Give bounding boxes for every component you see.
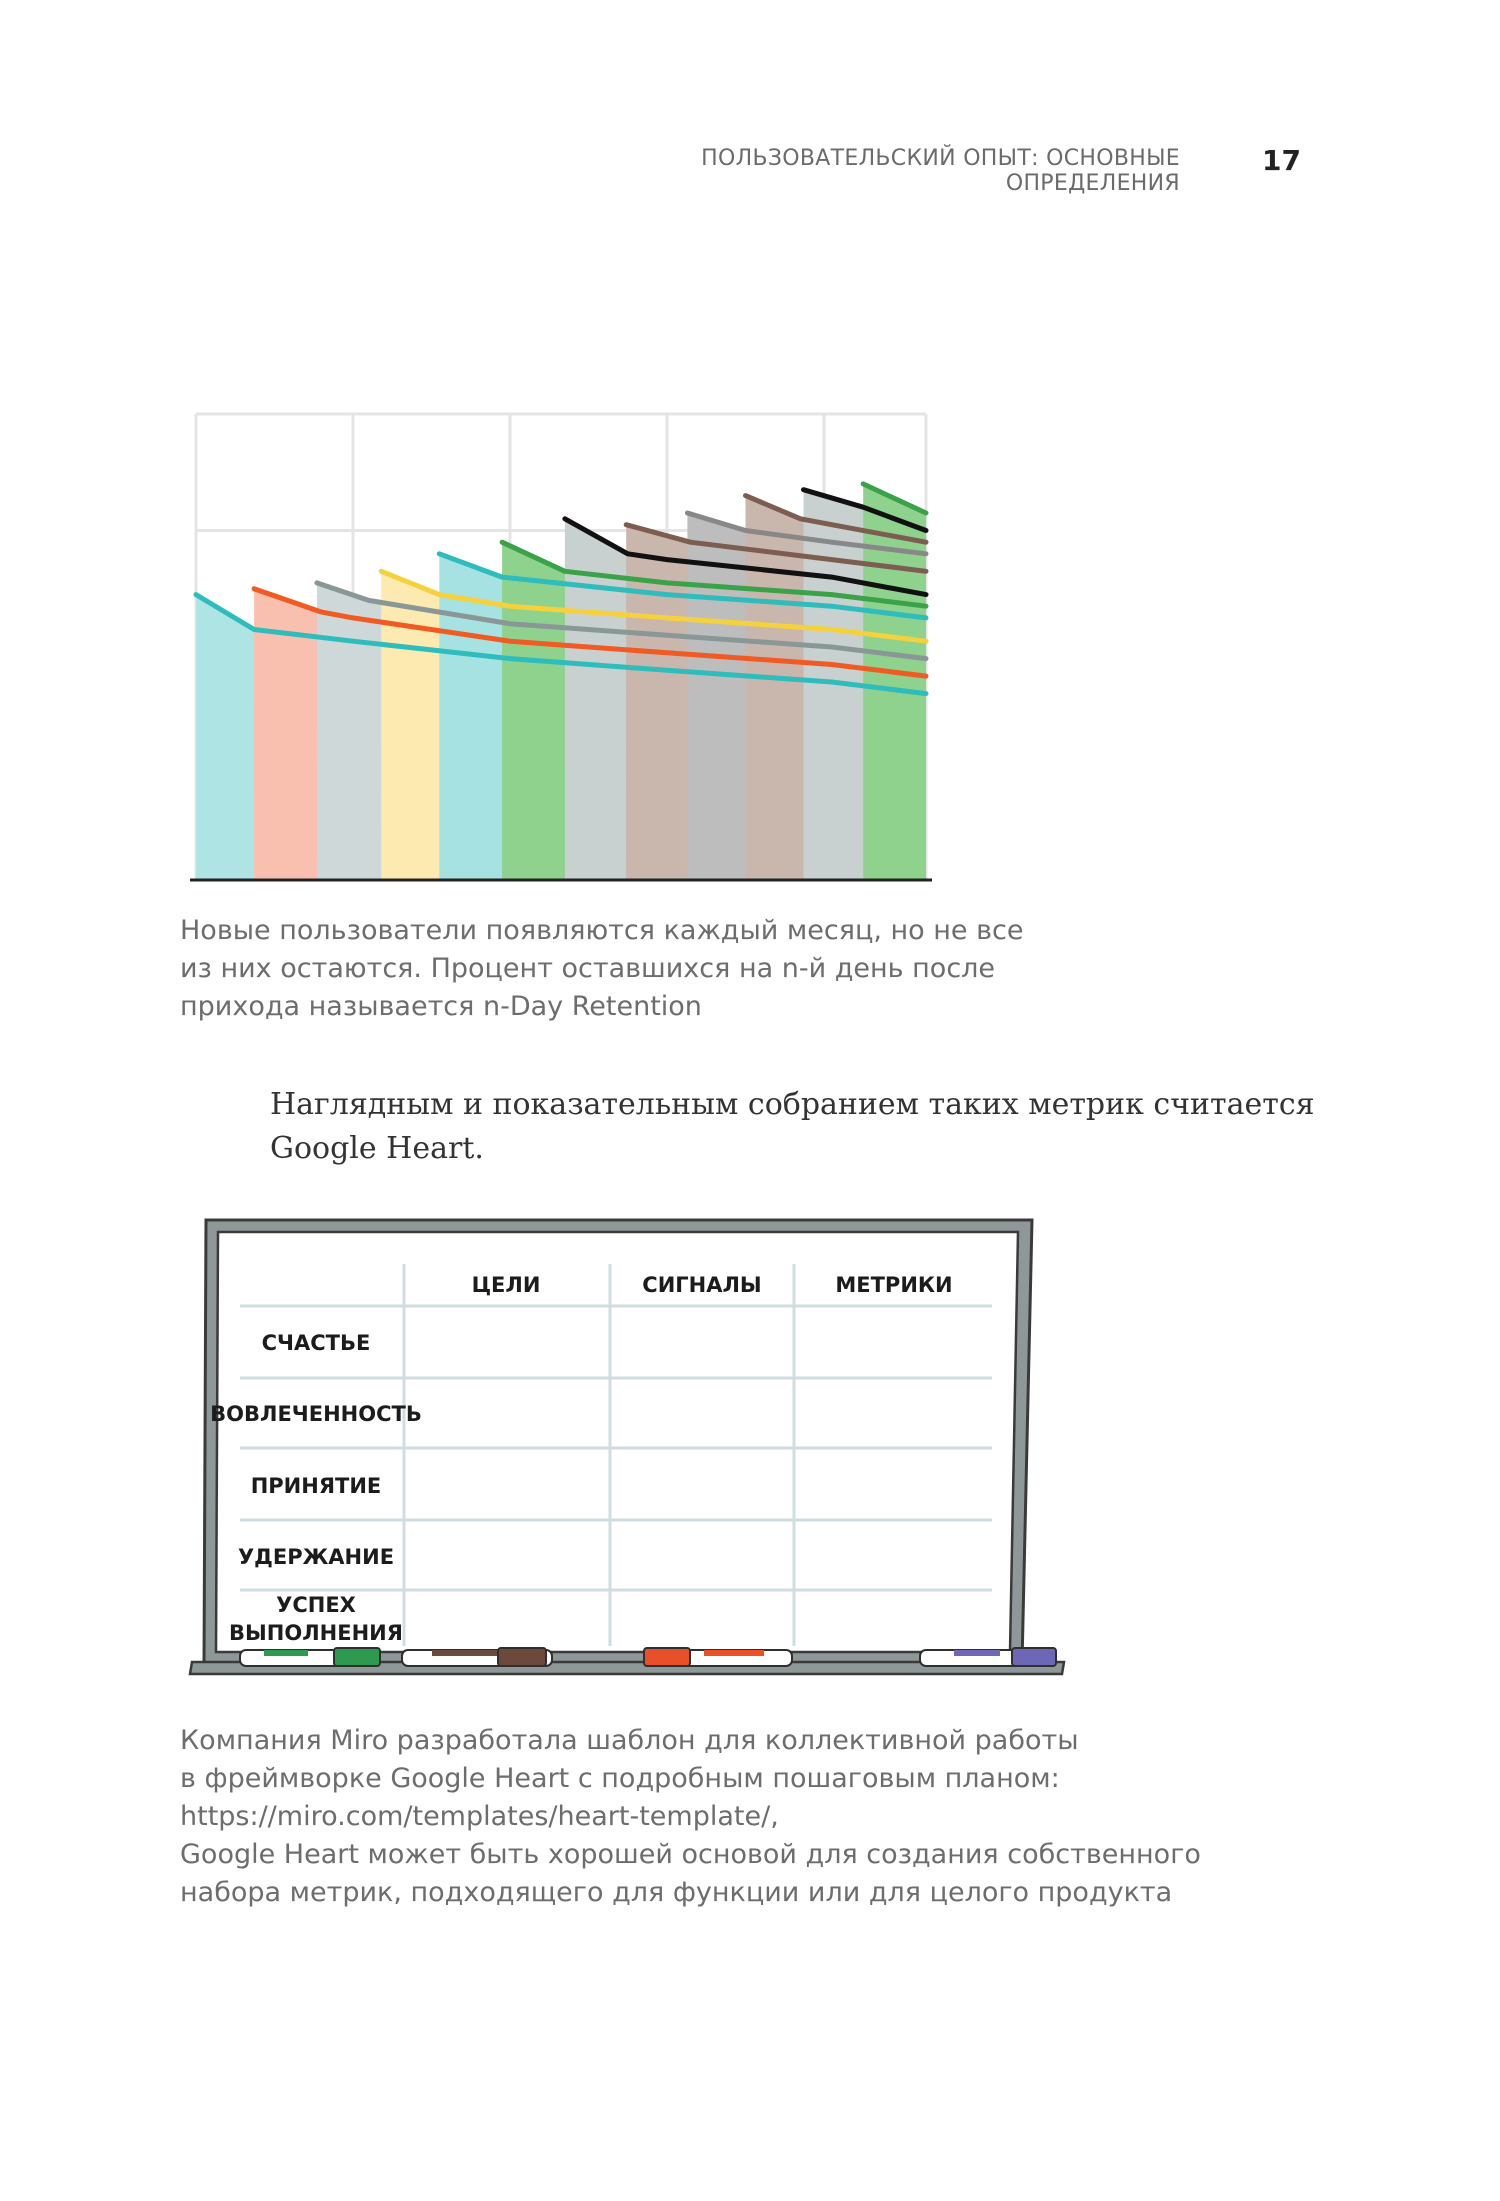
body-paragraph (270, 1083, 1315, 1171)
running-title: ПОЛЬЗОВАТЕЛЬСКИЙ ОПЫТ: ОСНОВНЫЕ ОПРЕДЕЛЕНИЯ (701, 146, 1180, 196)
column-header-signals: СИГНАЛЫ (642, 1273, 762, 1297)
retention-chart-svg (180, 400, 960, 900)
row-header-task-success-2: ВЫПОЛНЕНИЯ (229, 1621, 403, 1645)
marker-purple (920, 1648, 1056, 1666)
marker-orange (644, 1648, 792, 1666)
caption-link[interactable]: https://miro.com/templates/heart-template/, (180, 1801, 779, 1832)
miro-caption (180, 1722, 1201, 1912)
marker-brown (402, 1648, 552, 1666)
row-header-adoption: ПРИНЯТИЕ (250, 1474, 382, 1498)
page-number: 17 (1262, 144, 1301, 177)
row-header-task-success: УСПЕХ (276, 1593, 356, 1617)
row-header-happiness: СЧАСТЬЕ (261, 1331, 371, 1355)
caption-line: Компания Miro разработала шаблон для коллективной работы (180, 1725, 1079, 1756)
caption-line: набора метрик, подходящего для функции или для целого продукта (180, 1877, 1173, 1908)
column-header-metrics: МЕТРИКИ (835, 1273, 953, 1297)
cohort-area-12 (863, 484, 926, 880)
retention-chart (180, 400, 960, 900)
row-header-retention: УДЕРЖАНИЕ (237, 1545, 395, 1569)
body-line: Google Heart. (270, 1131, 484, 1166)
whiteboard-svg (184, 1216, 1084, 1716)
heart-whiteboard (184, 1216, 1084, 1716)
caption-line: прихода называется n-Day Retention (180, 991, 702, 1022)
caption-line: из них остаются. Процент оставшихся на n-й день после (180, 953, 996, 984)
caption-line: Google Heart может быть хорошей основой для создания собственного (180, 1839, 1201, 1870)
row-header-engagement: ВОВЛЕЧЕННОСТЬ (210, 1402, 422, 1426)
caption-line: Новые пользователи появляются каждый месяц, но не все (180, 915, 1024, 946)
body-line: Наглядным и показательным собранием таких метрик считается (270, 1087, 1315, 1122)
marker-green (240, 1648, 380, 1666)
caption-line: в фреймворке Google Heart с подробным пошаговым планом: (180, 1763, 1060, 1794)
retention-caption (180, 912, 1023, 1026)
column-header-goals: ЦЕЛИ (471, 1273, 541, 1297)
